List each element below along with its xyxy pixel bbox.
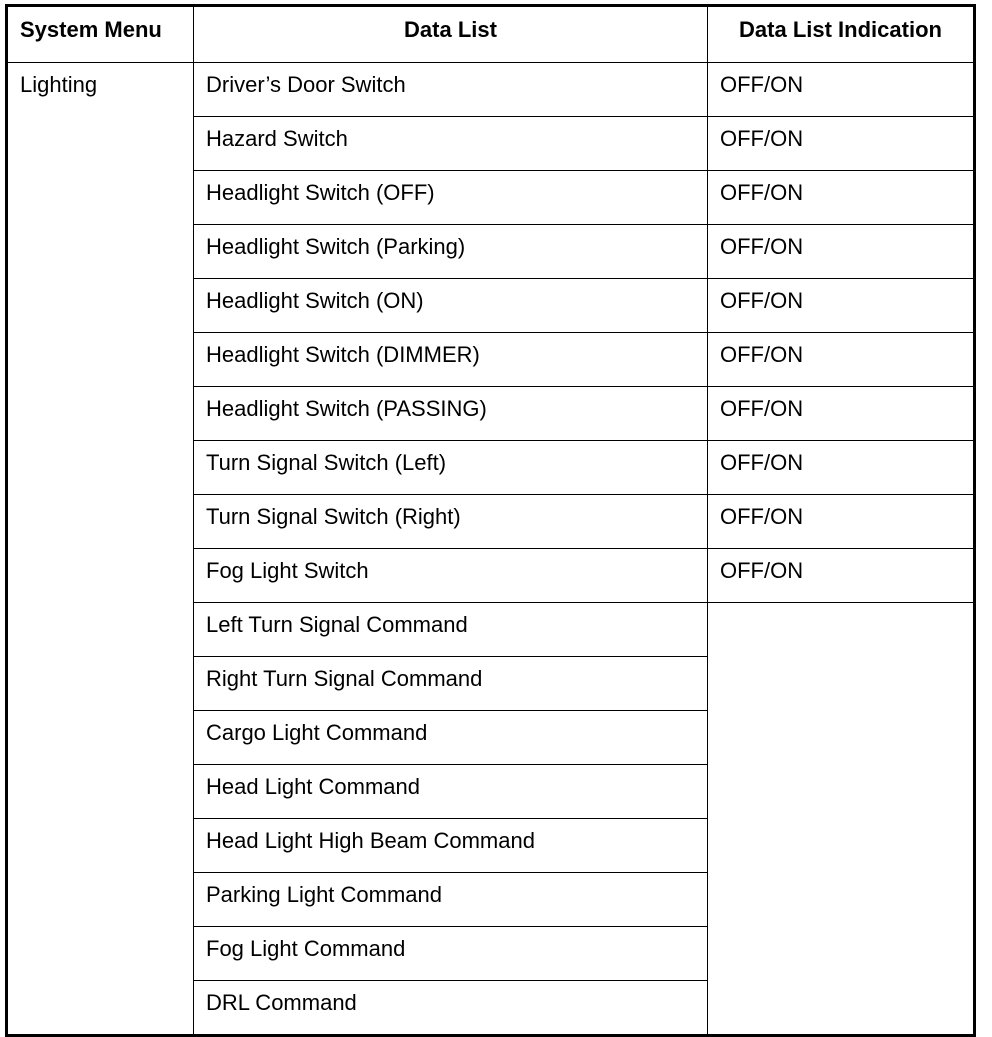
- table-row: [7, 63, 975, 117]
- data-list-cell: Headlight Switch (ON): [194, 279, 708, 333]
- data-list-cell: Turn Signal Switch (Left): [194, 441, 708, 495]
- data-list-indication-cell: OFF/ON: [708, 441, 975, 495]
- data-list-indication-cell: OFF/ON: [708, 279, 975, 333]
- data-list-cell: Hazard Switch: [194, 117, 708, 171]
- data-list-cell: Left Turn Signal Command: [194, 603, 708, 657]
- header-data-list: Data List: [194, 6, 708, 63]
- table-body: [7, 63, 975, 1036]
- data-list-indication-cell: OFF/ON: [708, 171, 975, 225]
- lighting-data-list-table: [5, 4, 976, 1037]
- data-list-cell: Fog Light Switch: [194, 549, 708, 603]
- data-list-cell: Headlight Switch (Parking): [194, 225, 708, 279]
- data-list-cell: Head Light Command: [194, 765, 708, 819]
- data-list-cell: Cargo Light Command: [194, 711, 708, 765]
- empty-indication-cell: [708, 603, 975, 1036]
- data-list-cell: Driver’s Door Switch: [194, 63, 708, 117]
- data-list-cell: Right Turn Signal Command: [194, 657, 708, 711]
- data-list-indication-cell: OFF/ON: [708, 495, 975, 549]
- header-data-list-indication: Data List Indication: [708, 6, 975, 63]
- data-list-indication-cell: OFF/ON: [708, 63, 975, 117]
- data-list-cell: Headlight Switch (PASSING): [194, 387, 708, 441]
- data-list-cell: Parking Light Command: [194, 873, 708, 927]
- data-list-cell: Headlight Switch (OFF): [194, 171, 708, 225]
- data-list-indication-cell: OFF/ON: [708, 333, 975, 387]
- data-list-cell: Head Light High Beam Command: [194, 819, 708, 873]
- data-list-cell: Turn Signal Switch (Right): [194, 495, 708, 549]
- system-menu-cell: Lighting: [7, 63, 194, 1036]
- data-list-cell: DRL Command: [194, 981, 708, 1036]
- header-system-menu: System Menu: [7, 6, 194, 63]
- data-list-indication-cell: OFF/ON: [708, 549, 975, 603]
- data-list-cell: Fog Light Command: [194, 927, 708, 981]
- data-list-indication-cell: OFF/ON: [708, 387, 975, 441]
- data-list-cell: Headlight Switch (DIMMER): [194, 333, 708, 387]
- table-header-row: [7, 6, 975, 63]
- data-list-indication-cell: OFF/ON: [708, 225, 975, 279]
- data-list-indication-cell: OFF/ON: [708, 117, 975, 171]
